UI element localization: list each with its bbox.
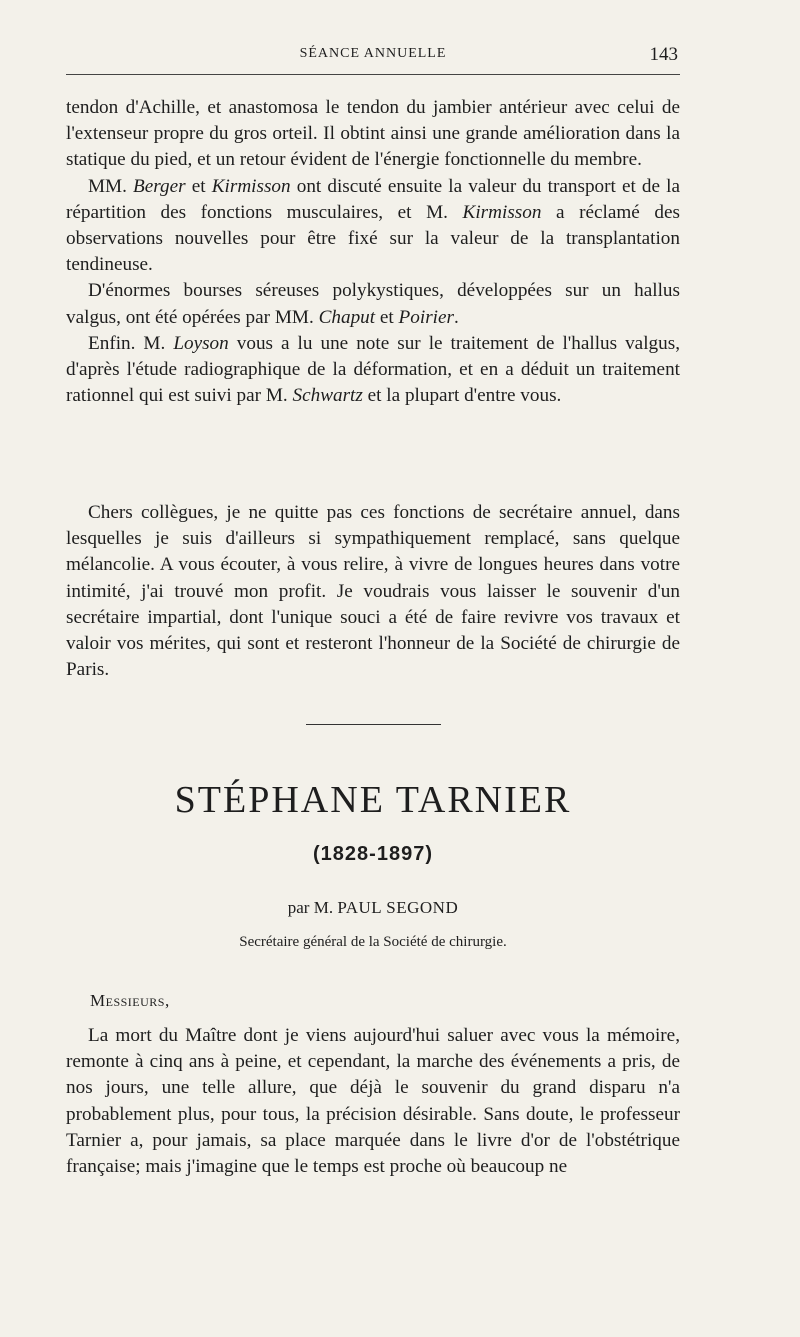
paragraph-text: D'énormes bourses séreuses polykystiques, développées sur un hallus valgus, ont été opérées par MM. — [66, 280, 680, 328]
author-role: Secrétaire général de la Société de chirurgie. — [239, 934, 507, 950]
paragraph-3 — [66, 278, 680, 330]
paragraph-text: ont discuté ensuite la valeur du transport et de la répartition des fonctions musculaires, et M. — [66, 175, 681, 223]
byline-prefix: par M. — [287, 898, 338, 917]
closing-paragraph: Chers collègues, je ne quitte pas ces fonctions de secrétaire annuel, dans lesquelles je suis d'ailleurs si sympathiquement remplacé, sans quelque mélancolie. A vous écouter, à vous relire, à vivre de longues heures dans votre intimité, j'ai trouvé mon profit. Je voudrais vous laisser le souvenir d'un secrétaire impartial, dont l'unique souci a été de faire revivre vos travaux et valoir vos mérites, qui sont et resteront l'honneur de la Société de chirurgie de Paris. — [66, 502, 680, 681]
paragraph-text: MM. — [88, 175, 134, 197]
surname: Berger — [133, 175, 186, 197]
paragraph-text: et — [375, 306, 399, 328]
paragraph-text: a réclamé des observations nouvelles pour être fixé sur la valeur de la transplantation tendineuse. — [66, 201, 680, 276]
page-number: 143 — [649, 44, 678, 65]
surname: Poirier — [398, 306, 454, 328]
page — [66, 0, 680, 1337]
paragraph-2 — [66, 174, 680, 279]
paragraph-4 — [66, 331, 680, 410]
article-years: (1828-1897) — [313, 843, 433, 865]
paragraph-text: vous a lu une note sur le traitement de l'hallus valgus, d'après l'étude radiographique de la déformation, et en a déduit un traitement rationnel qui est suivi par M. — [66, 332, 680, 407]
surname: Kirmisson — [462, 201, 542, 223]
header-rule — [66, 74, 680, 75]
surname: Kirmisson — [211, 175, 291, 197]
surname: Loyson — [173, 332, 229, 354]
article-text — [66, 1023, 680, 1180]
closing-text — [66, 500, 680, 683]
paragraph-text: Enfin. M. — [88, 332, 174, 354]
section-text — [66, 95, 680, 409]
running-head-title: SÉANCE ANNUELLE — [299, 46, 447, 61]
paragraph-text: et la plupart d'entre vous. — [362, 385, 562, 407]
article-title: STÉPHANE TARNIER — [174, 779, 572, 821]
author-name: PAUL SEGOND — [337, 898, 459, 917]
running-head — [66, 44, 680, 66]
paragraph-text: tendon d'Achille, et anastomosa le tendon du jambier antérieur avec celui de l'extenseur propre du gros orteil. Il obtint ainsi une grande amélioration dans la statique du pied, et un retour évident de l'énergie fonctionnelle du membre. — [66, 97, 680, 171]
byline — [66, 898, 680, 918]
opening-paragraph: La mort du Maître dont je viens aujourd'hui saluer avec vous la mémoire, remonte à cinq ans à peine, et cependant, la marche des événements a pris, de nos jours, une telle allure, que déjà le souvenir du grand disparu n'a probablement plus, pour tous, la précision désirable. Sans doute, le professeur Tarnier a, pour jamais, sa place marquée dans le livre d'or de l'obstétrique française; mais j'imagine que le temps est proche où beaucoup ne — [66, 1025, 680, 1178]
section-separator — [306, 724, 441, 725]
paragraph-1 — [66, 95, 680, 174]
salutation: Messieurs, — [90, 991, 170, 1010]
surname: Chaput — [318, 306, 376, 328]
paragraph-text: et — [185, 175, 212, 197]
paragraph-text: . — [453, 306, 459, 328]
surname: Schwartz — [292, 385, 363, 407]
